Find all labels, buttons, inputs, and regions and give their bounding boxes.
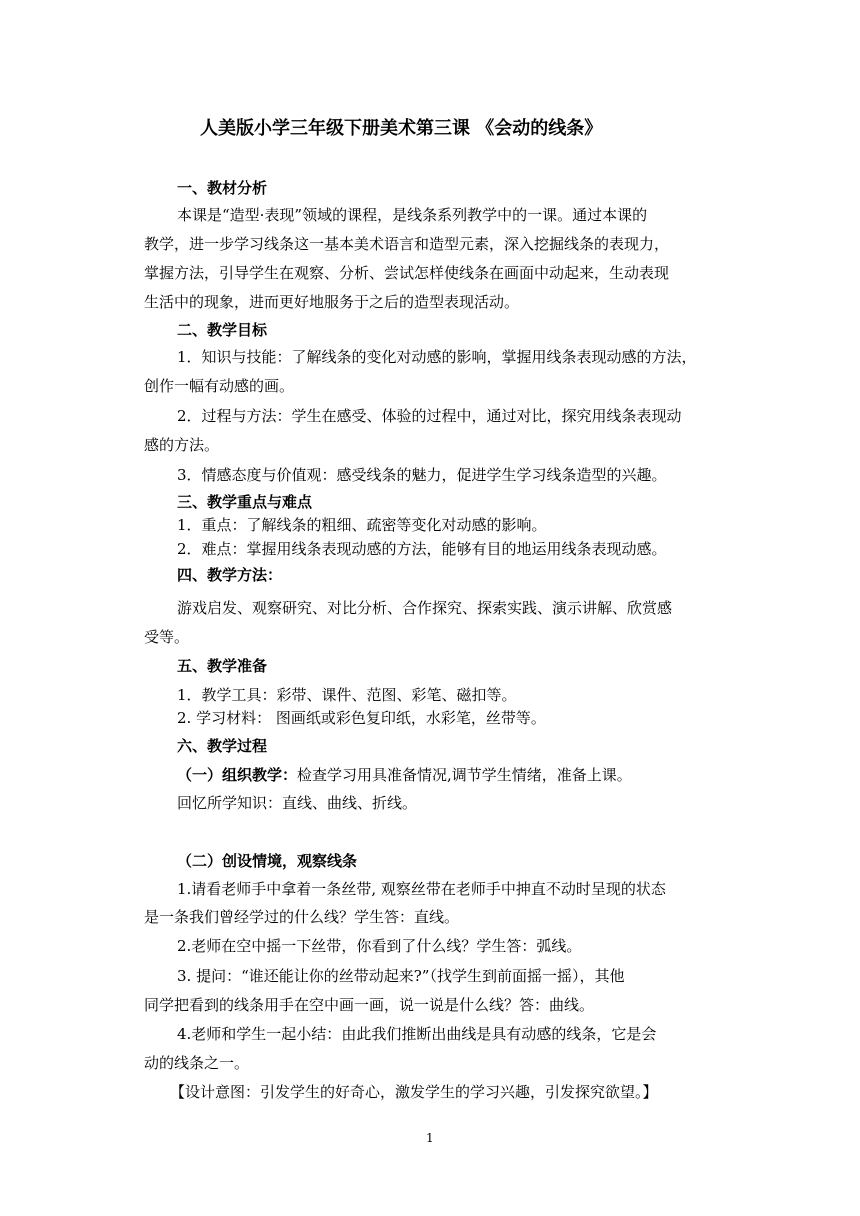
paragraph-line: 2．过程与方法：学生在感受、体验的过程中，通过对比，探究用线条表现动	[177, 407, 682, 425]
organize-teaching-label: （一）组织教学：	[177, 766, 298, 784]
paragraph-line: 2．难点：掌握用线条表现动感的方法，能够有目的地运用线条表现动感。	[177, 540, 667, 558]
paragraph-line: 4.老师和学生一起小结：由此我们推断出曲线是具有动感的线条，它是会	[177, 1025, 657, 1043]
paragraph-line: 掌握方法，引导学生在观察、分析、尝试怎样使线条在画面中动起来，生动表现	[144, 264, 670, 282]
paragraph-line: 受等。	[144, 628, 190, 646]
paragraph-line: 2.老师在空中摇一下丝带，你看到了什么线？学生答：弧线。	[177, 937, 582, 955]
paragraph-line: 1．知识与技能：了解线条的变化对动感的影响，掌握用线条表现动感的方法，	[177, 348, 697, 366]
paragraph-line: 本课是“造型·表现”领域的课程，是线条系列教学中的一课。通过本课的	[177, 206, 648, 224]
paragraph-line: 生活中的现象，进而更好地服务于之后的造型表现活动。	[144, 293, 520, 311]
section-heading-preparation: 五、教学准备	[177, 657, 268, 675]
section-heading-methods: 四、教学方法：	[177, 566, 283, 584]
paragraph-line: 创作一幅有动感的画。	[144, 377, 295, 395]
paragraph-line: 1.请看老师手中拿着一条丝带, 观察丝带在老师手中抻直不动时呈现的状态	[177, 880, 666, 898]
subsection-heading-observe: （二）创设情境，观察线条	[177, 852, 358, 870]
paragraph-line: 3. 提问：“谁还能让你的丝带动起来?”（找学生到前面摇一摇），其他	[177, 967, 625, 985]
organize-teaching-line	[177, 765, 632, 785]
paragraph-line: 感的方法。	[144, 436, 220, 454]
section-heading-process: 六、教学过程	[177, 737, 268, 755]
page-number: 1	[426, 1131, 434, 1145]
paragraph-line: 动的线条之一。	[144, 1054, 250, 1072]
paragraph-line: 1．教学工具：彩带、课件、范图、彩笔、磁扣等。	[177, 686, 517, 704]
paragraph-line: 3．情感态度与价值观：感受线条的魅力，促进学生学习线条造型的兴趣。	[177, 466, 667, 484]
design-intent-line: 【设计意图：引发学生的好奇心，激发学生的学习兴趣，引发探究欲望。】	[170, 1083, 658, 1101]
section-heading-key-points: 三、教学重点与难点	[177, 493, 313, 511]
paragraph-line: 2. 学习材料： 图画纸或彩色复印纸，水彩笔，丝带等。	[177, 709, 546, 727]
document-title: 人美版小学三年级下册美术第三课 《会动的线条》	[200, 118, 603, 139]
paragraph-line: 教学，进一步学习线条这一基本美术语言和造型元素，深入挖掘线条的表现力，	[144, 235, 670, 253]
section-heading-goals: 二、教学目标	[177, 321, 268, 339]
organize-teaching-text: 检查学习用具准备情况,调节学生情绪，准备上课。	[297, 766, 632, 784]
paragraph-line: 回忆所学知识：直线、曲线、折线。	[177, 794, 418, 812]
paragraph-line: 同学把看到的线条用手在空中画一画，说一说是什么线？答：曲线。	[144, 996, 595, 1014]
paragraph-line: 游戏启发、观察研究、对比分析、合作探究、探索实践、演示讲解、欣赏感	[177, 599, 673, 617]
paragraph-line: 1．重点：了解线条的粗细、疏密等变化对动感的影响。	[177, 516, 547, 534]
section-heading-analysis: 一、教材分析	[177, 179, 268, 197]
paragraph-line: 是一条我们曾经学过的什么线？学生答：直线。	[144, 908, 460, 926]
